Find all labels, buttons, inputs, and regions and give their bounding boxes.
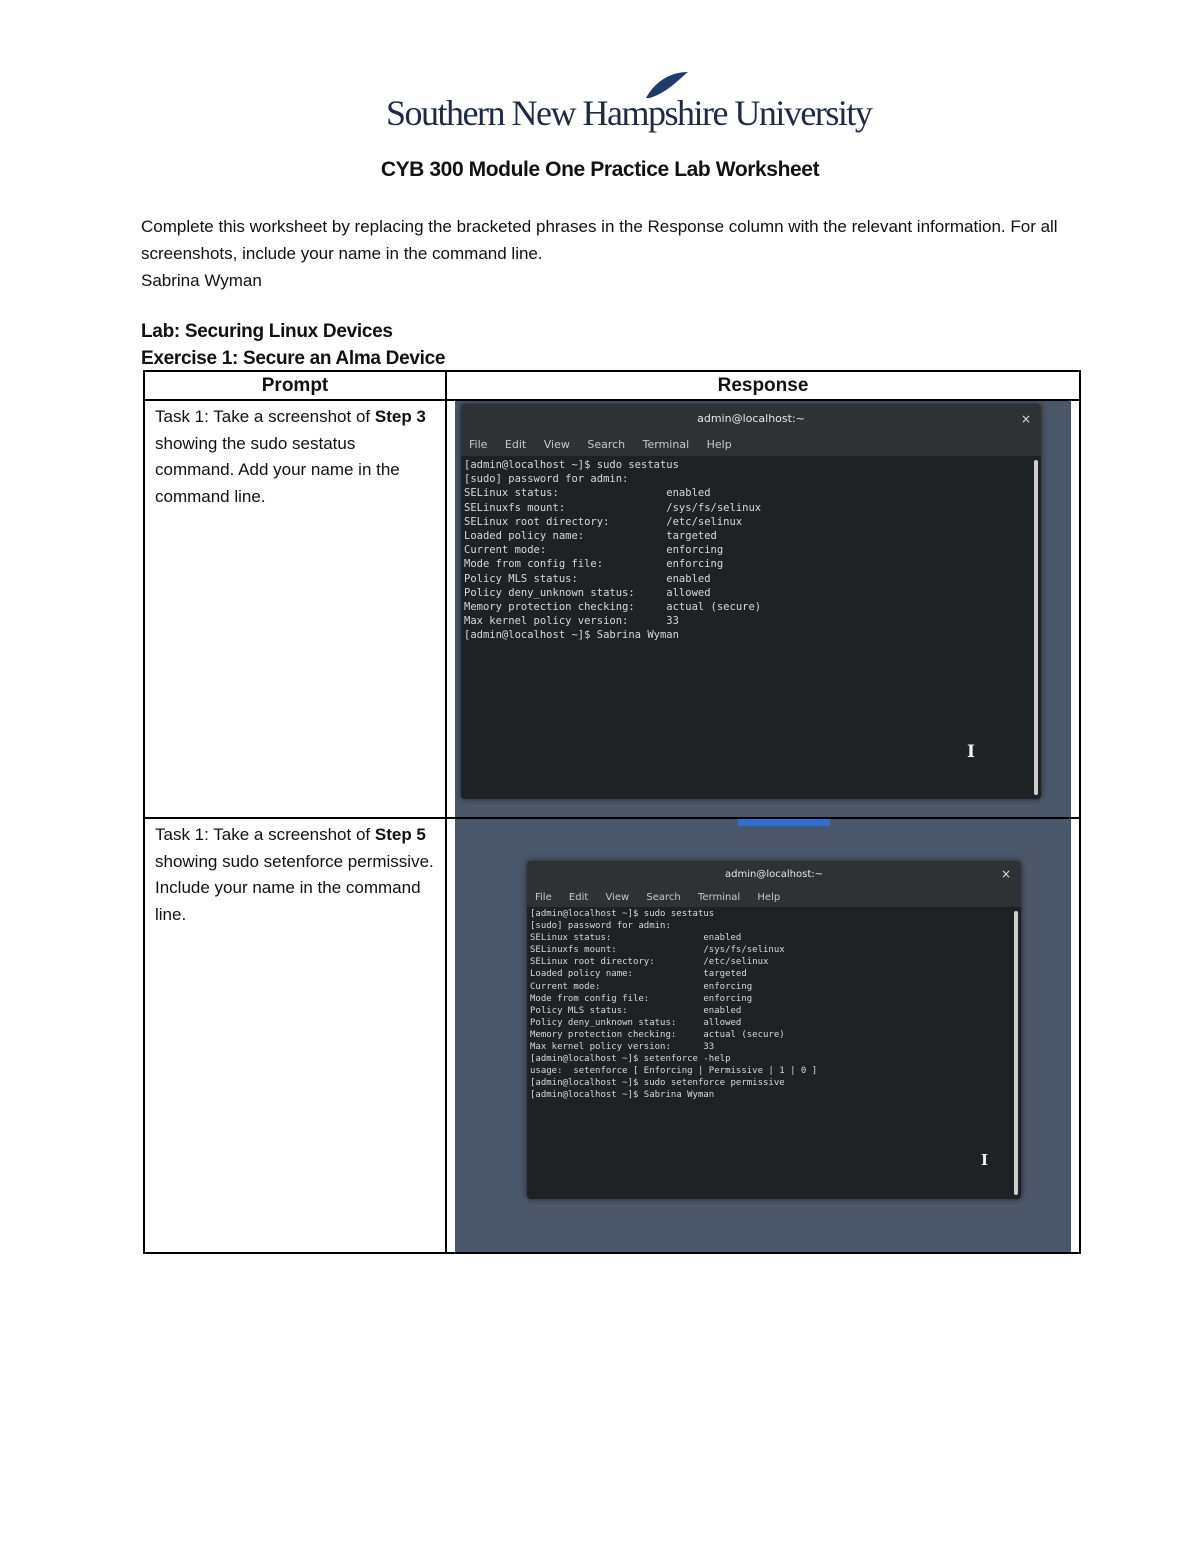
close-icon[interactable]: ×	[1000, 867, 1011, 881]
terminal-line: SELinux root directory: /etc/selinux	[464, 515, 743, 528]
terminal-title: admin@localhost:~	[697, 412, 805, 425]
prompt-cell	[144, 400, 446, 818]
menu-terminal[interactable]: Terminal	[697, 892, 741, 903]
terminal-output	[461, 456, 1041, 643]
student-name: Sabrina Wyman	[141, 271, 262, 290]
terminal-line: Policy deny_unknown status: allowed	[464, 586, 711, 599]
prompt-cell	[144, 818, 446, 1253]
menu-view[interactable]: View	[543, 438, 570, 451]
table-row	[144, 400, 1080, 818]
response-cell	[446, 400, 1080, 818]
terminal-scrollbar[interactable]	[1034, 460, 1038, 795]
terminal-menubar	[527, 888, 1021, 907]
prompt-text	[145, 819, 445, 928]
prompt-rest: showing the sudo sestatus command. Add your name in the command line.	[155, 433, 400, 506]
terminal-line: Loaded policy name: targeted	[464, 530, 717, 543]
terminal-line: SELinuxfs mount: /sys/fs/selinux	[464, 501, 762, 514]
instructions-text: Complete this worksheet by replacing the bracketed phrases in the Response column with the relevant information. For all screenshots, include your name in the command line.	[141, 217, 1058, 263]
terminal-line: [sudo] password for admin:	[530, 921, 671, 932]
prompt-text	[145, 401, 445, 510]
terminal-line: Current mode: enforcing	[464, 544, 724, 557]
terminal-line: [admin@localhost ~]$ Sabrina Wyman	[464, 629, 679, 642]
terminal-menubar	[461, 434, 1041, 456]
terminal-line: usage: setenforce [ Enforcing | Permissive | 1 | 0 ]	[530, 1066, 818, 1077]
header-prompt: Prompt	[144, 371, 446, 400]
terminal-line: [admin@localhost ~]$ setenforce -help	[530, 1054, 731, 1065]
terminal-line: Loaded policy name: targeted	[530, 969, 747, 980]
terminal-line: Memory protection checking: actual (secure)	[464, 601, 762, 614]
menu-help[interactable]: Help	[706, 438, 732, 451]
terminal-window	[527, 861, 1021, 1199]
taskbar-strip	[738, 819, 830, 826]
worksheet-title: CYB 300 Module One Practice Lab Worksheet	[380, 158, 820, 181]
terminal-line: SELinux root directory: /etc/selinux	[530, 957, 769, 968]
response-cell	[446, 818, 1080, 1253]
text-cursor-icon: I	[967, 742, 975, 762]
instructions-block	[141, 213, 1061, 294]
terminal-body[interactable]	[527, 907, 1021, 1199]
menu-file[interactable]: File	[535, 892, 552, 903]
terminal-line: [admin@localhost ~]$ sudo sestatus	[530, 909, 715, 919]
terminal-line: SELinux status: enabled	[464, 487, 711, 500]
terminal-output	[527, 907, 1021, 1102]
prompt-step: Step 3	[374, 407, 426, 426]
lab-title: Lab: Securing Linux Devices	[141, 321, 393, 342]
terminal-titlebar	[461, 404, 1041, 434]
terminal-line: Memory protection checking: actual (secure)	[530, 1029, 785, 1040]
prompt-lead: Task 1: Take a screenshot of	[155, 407, 375, 426]
close-icon[interactable]: ×	[1020, 412, 1031, 426]
menu-help[interactable]: Help	[757, 892, 781, 903]
table-header-row	[144, 371, 1080, 400]
prompt-lead: Task 1: Take a screenshot of	[155, 825, 375, 844]
terminal-line: Mode from config file: enforcing	[530, 993, 753, 1004]
table-row	[144, 818, 1080, 1253]
terminal-line: Max kernel policy version: 33	[530, 1042, 715, 1053]
menu-file[interactable]: File	[469, 438, 488, 451]
university-logo	[386, 70, 872, 140]
menu-edit[interactable]: Edit	[568, 892, 589, 903]
terminal-line: Max kernel policy version: 33	[464, 615, 679, 628]
terminal-line: Current mode: enforcing	[530, 981, 753, 992]
terminal-body[interactable]	[461, 456, 1041, 799]
menu-search[interactable]: Search	[646, 892, 681, 903]
terminal-line: [admin@localhost ~]$ Sabrina Wyman	[530, 1090, 715, 1101]
terminal-titlebar	[527, 861, 1021, 888]
terminal-line: SELinux status: enabled	[530, 933, 742, 944]
logo-text: Southern New Hampshire University	[386, 93, 872, 133]
terminal-line: Policy deny_unknown status: allowed	[530, 1017, 742, 1028]
header-response: Response	[446, 371, 1080, 400]
lab-heading	[141, 318, 445, 372]
menu-search[interactable]: Search	[587, 438, 626, 451]
menu-edit[interactable]: Edit	[504, 438, 527, 451]
terminal-line: Policy MLS status: enabled	[464, 572, 711, 585]
terminal-line: Policy MLS status: enabled	[530, 1005, 742, 1016]
worksheet-table	[143, 370, 1081, 1254]
terminal-line: [admin@localhost ~]$ sudo sestatus	[464, 459, 679, 471]
terminal-scrollbar[interactable]	[1014, 911, 1018, 1195]
terminal-window	[461, 404, 1041, 799]
prompt-step: Step 5	[374, 825, 426, 844]
exercise-title: Exercise 1: Secure an Alma Device	[141, 348, 446, 369]
text-cursor-icon: I	[981, 1151, 989, 1169]
terminal-line: [sudo] password for admin:	[464, 473, 629, 486]
terminal-title: admin@localhost:~	[725, 869, 823, 880]
terminal-line: [admin@localhost ~]$ sudo setenforce permissive	[530, 1078, 785, 1089]
terminal-line: SELinuxfs mount: /sys/fs/selinux	[530, 945, 785, 956]
prompt-rest: showing sudo setenforce permissive. Include your name in the command line.	[155, 851, 434, 924]
terminal-line: Mode from config file: enforcing	[464, 558, 724, 571]
menu-terminal[interactable]: Terminal	[642, 438, 690, 451]
menu-view[interactable]: View	[605, 892, 630, 903]
